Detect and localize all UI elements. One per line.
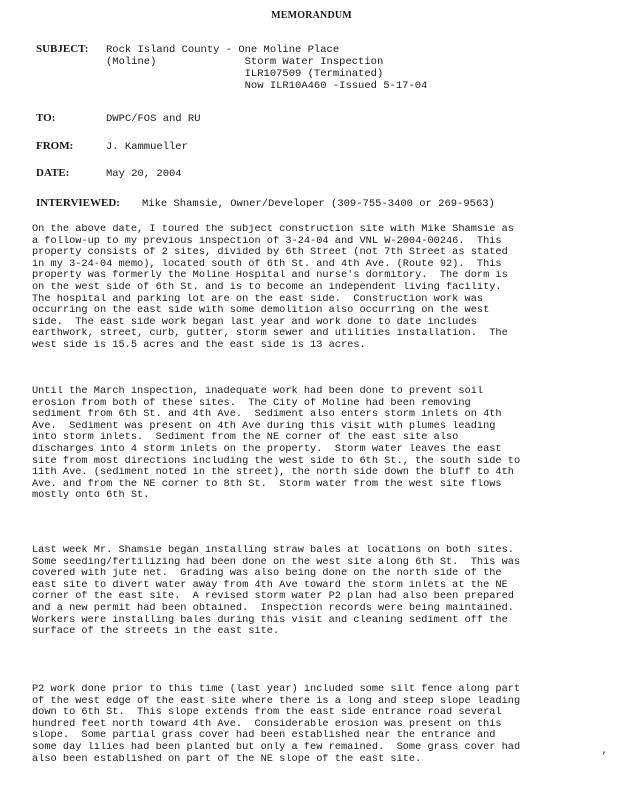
text-line: discharges into 4 storm inlets on the property. Storm water leaves the east: [32, 443, 502, 455]
text-line: sediment from 6th St. and 4th Ave. Sediment also enters storm inlets on 4th: [32, 409, 502, 421]
text-line: on the west side of 6th St. and is to become an independent living facility.: [32, 281, 502, 293]
subject-line-3: ILR107509 (Terminated): [106, 68, 384, 80]
text-line: of the west edge of the east site where there is a long and steep slope leading: [32, 695, 521, 707]
text-line: mostly onto 6th St.: [32, 490, 150, 502]
text-line: Workers were installing bales during this visit and cleaning sediment off the: [32, 614, 508, 626]
text-line: some day lilies had been planted but only a few remained. Some grass cover had: [32, 741, 521, 753]
interviewed-label: INTERVIEWED:: [36, 197, 120, 209]
text-line: slope. Some partial grass cover had been established near the entrance and: [32, 730, 496, 742]
text-line: P2 work done prior to this time (last year) included some silt fence along part: [32, 684, 521, 695]
from-value: J. Kammueller: [106, 141, 188, 153]
text-line: 11th Ave. (sediment noted in the street), the north side down the bluff to 4th: [32, 467, 514, 479]
interviewed-value: Mike Shamsie, Owner/Developer (309-755-3400 or 269-9563): [142, 198, 495, 210]
text-line: Some seeding/fertilizing had been done on the west site along 6th St. This was: [32, 556, 521, 568]
text-line: property was formerly the Moline Hospital and nurse's dormitory. The dorm is: [32, 270, 508, 282]
subject-line-1: Rock Island County - One Moline Place: [106, 44, 340, 56]
text-line: On the above date, I toured the subject construction site with Mike Shamsie as: [32, 224, 514, 235]
text-line: property consists of 2 sites, divided by 6th Street (not 7th Street as stated: [32, 247, 508, 259]
paragraph-1: [32, 224, 597, 352]
to-label: TO:: [36, 112, 56, 124]
text-line: corner of the east site. A revised storm water P2 plan had also been prepared: [32, 591, 514, 603]
subject-label: SUBJECT:: [36, 43, 89, 55]
text-line: hundred feet north toward 4th Ave. Considerable erosion was present on this: [32, 718, 502, 730]
margin-mark: ’: [600, 752, 607, 763]
text-line: a follow-up to my previous inspection of 3-24-04 and VNL W-2004-00246. This: [32, 235, 502, 247]
text-line: erosion from both of these sites. The City of Moline had been removing: [32, 397, 471, 409]
text-line: down to 6th St. This slope extends from the east side entrance road several: [32, 707, 502, 719]
text-line: Ave. and from the NE corner to 8th St. Storm water from the west site flows: [32, 478, 502, 490]
text-line: site from most directions including the west side to 6th St., the south side to: [32, 455, 521, 467]
text-line: and a new permit had been obtained. Inspection records were being maintained.: [32, 602, 514, 614]
text-line: occurring on the east side with some demolition also occurring on the west: [32, 305, 490, 317]
memo-title: MEMORANDUM: [271, 10, 352, 21]
text-line: covered with jute net. Grading was also being done on the north side of the: [32, 568, 502, 580]
subject-line-4: Now ILR10A460 -Issued 5-17-04: [106, 80, 428, 92]
paragraph-4: [32, 684, 597, 765]
paragraph-3: [32, 545, 597, 638]
paragraph-2: [32, 386, 597, 502]
text-line: in my 3-24-04 memo), located south of 6th St. and 4th Ave. (Route 92). This: [32, 258, 502, 270]
text-line: into storm inlets. Sediment from the NE corner of the east site also: [32, 432, 459, 444]
date-label: DATE:: [36, 167, 70, 179]
text-line: also been established on part of the NE slope of the east site.: [32, 753, 422, 765]
text-line: earthwork, street, curb, gutter, storm sewer and utilities installation. The: [32, 328, 508, 340]
text-line: Until the March inspection, inadequate work had been done to prevent soil: [32, 386, 484, 397]
text-line: surface of the streets in the east site.: [32, 626, 280, 638]
subject-line-2: (Moline) Storm Water Inspection: [106, 56, 384, 68]
text-line: side. The east side work began last year and work done to date includes: [32, 316, 477, 328]
from-label: FROM:: [36, 140, 74, 152]
date-value: May 20, 2004: [106, 168, 182, 180]
text-line: The hospital and parking lot are on the east side. Construction work was: [32, 293, 484, 305]
text-line: Ave. Sediment was present on 4th Ave during this visit with plumes leading: [32, 420, 496, 432]
to-value: DWPC/FOS and RU: [106, 113, 201, 125]
text-line: west side is 15.5 acres and the east side is 13 acres.: [32, 339, 366, 351]
text-line: Last week Mr. Shamsie began installing straw bales at locations on both sites.: [32, 545, 514, 556]
text-line: east site to divert water away from 4th Ave toward the storm inlets at the NE: [32, 579, 508, 591]
